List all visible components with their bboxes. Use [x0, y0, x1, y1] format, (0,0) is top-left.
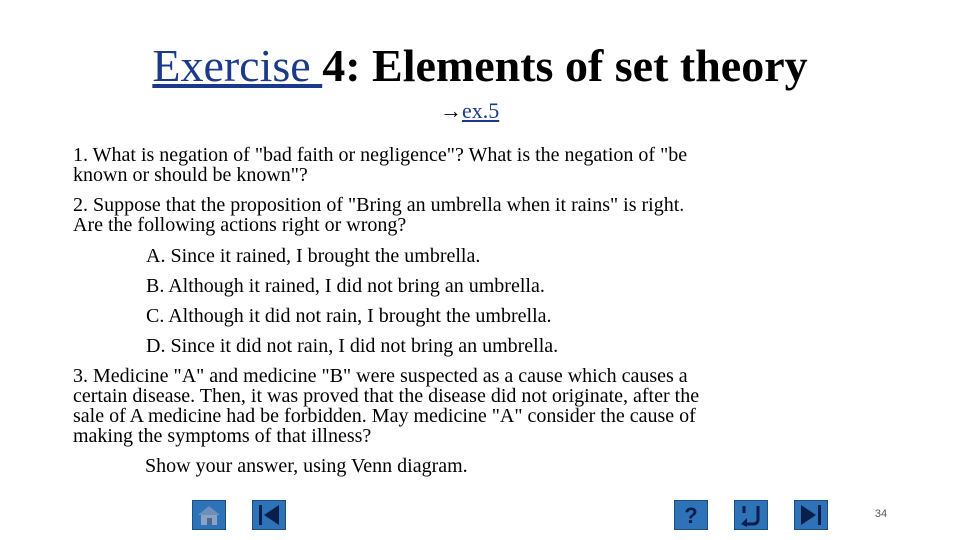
help-button[interactable]: [674, 500, 708, 530]
slide-title: [0, 38, 960, 94]
question-1-line-2: known or should be known"?: [73, 164, 308, 186]
ex5-link[interactable]: ex.5: [462, 98, 500, 123]
option-d: D. Since it did not rain, I did not bring an umbrella.: [146, 335, 559, 357]
first-page-button[interactable]: [252, 500, 286, 530]
return-icon: [738, 503, 764, 527]
question-3-line-2: certain disease. Then, it was proved that the disease did not originate, after the: [73, 385, 700, 407]
home-icon: [197, 504, 221, 526]
page-number: 34: [874, 508, 888, 520]
home-button[interactable]: [192, 500, 226, 530]
question-3-instruction: Show your answer, using Venn diagram.: [145, 455, 468, 477]
arrow-glyph: →: [440, 98, 462, 123]
question-3-line-1: 3. Medicine "A" and medicine "B" were suspected as a cause which causes a: [73, 365, 688, 387]
question-2-line-2: Are the following actions right or wrong?: [73, 214, 407, 236]
svg-text:?: ?: [684, 503, 698, 527]
option-c: C. Although it did not rain, I brought the umbrella.: [146, 305, 552, 327]
exercise-link[interactable]: Exercise: [152, 40, 323, 91]
question-1-line-1: 1. What is negation of "bad faith or negligence"? What is the negation of "be: [73, 144, 688, 166]
option-b: B. Although it rained, I did not bring an umbrella.: [146, 275, 545, 297]
question-3-line-4: making the symptoms of that illness?: [73, 425, 372, 447]
title-text: 4: Elements of set theory: [322, 40, 808, 91]
first-page-icon: [256, 503, 282, 527]
question-3-line-3: sale of A medicine had be forbidden. May medicine "A" consider the cause of: [73, 405, 696, 427]
help-icon: [679, 503, 703, 527]
last-page-icon: [798, 503, 824, 527]
question-2-line-1: 2. Suppose that the proposition of "Bring an umbrella when it rains" is right.: [73, 194, 685, 216]
exercise-body: [73, 145, 893, 476]
subtitle: [440, 96, 499, 126]
last-page-button[interactable]: [794, 500, 828, 530]
return-button[interactable]: [734, 500, 768, 530]
option-a: A. Since it rained, I brought the umbrella.: [146, 245, 481, 267]
